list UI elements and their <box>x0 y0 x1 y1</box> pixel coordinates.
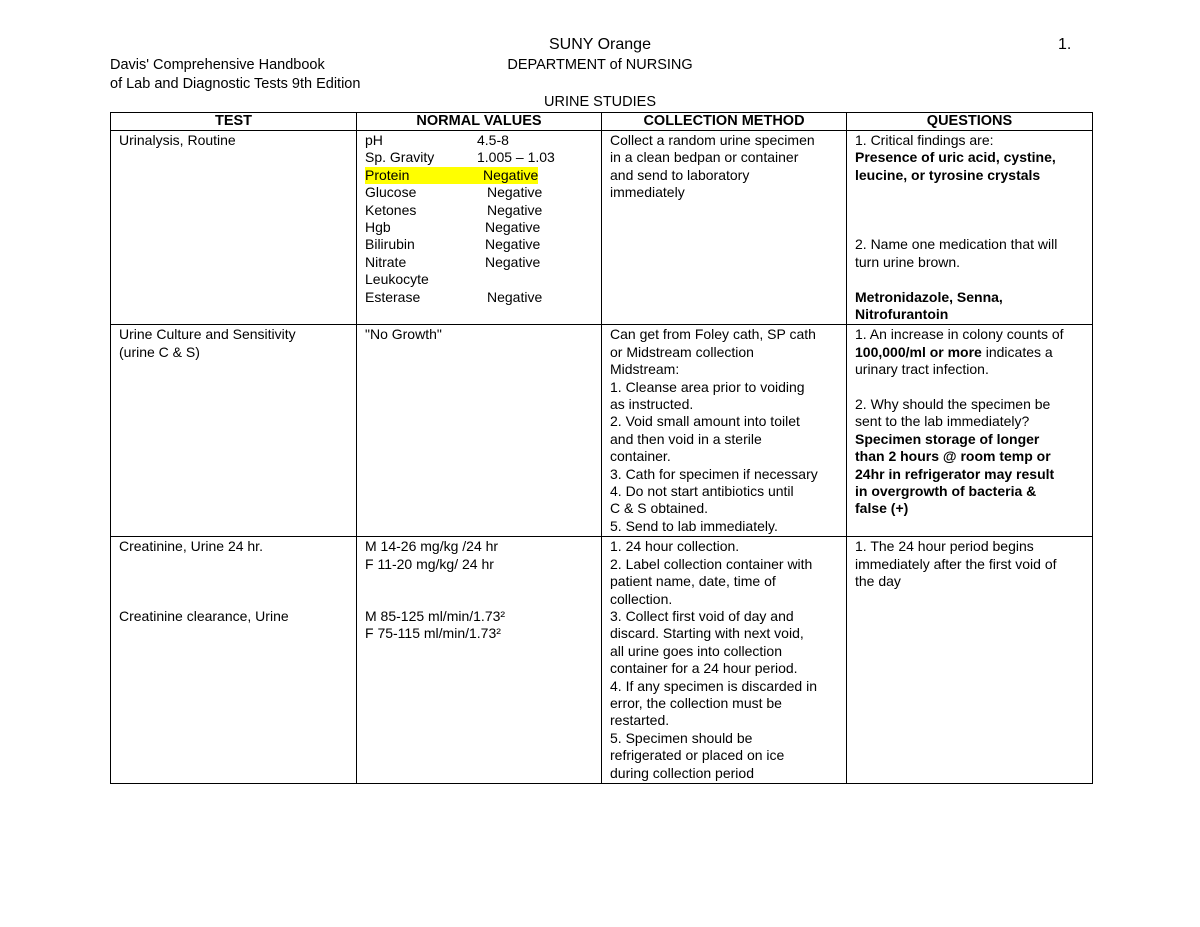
value-row <box>365 254 593 271</box>
collection-line: 1. Cleanse area prior to voiding <box>610 378 805 395</box>
value-row <box>365 289 593 306</box>
collection-line: in a clean bedpan or container <box>610 149 799 166</box>
collection-line: 3. Collect first void of day and <box>610 607 794 624</box>
analyte-name: Ketones <box>365 201 417 218</box>
page-title: SUNY Orange <box>549 36 651 53</box>
normal-values-cell <box>357 537 602 784</box>
value-row <box>365 219 593 236</box>
analyte-name: Sp. Gravity <box>365 149 435 166</box>
collection-line: collection. <box>610 590 673 607</box>
table-row <box>111 131 1093 325</box>
normal-values-cell <box>357 131 602 325</box>
analyte-value: Negative <box>483 166 539 183</box>
value-row <box>365 149 593 166</box>
question-text: 2. Why should the specimen be <box>855 396 1051 413</box>
collection-line: and send to laboratory <box>610 166 750 183</box>
source-line-2: of Lab and Diagnostic Tests 9th Edition <box>110 76 361 92</box>
answer-text: false (+) <box>855 500 909 517</box>
question-text: 1. Critical findings are: <box>855 132 994 148</box>
collection-line: Midstream: <box>610 361 680 378</box>
questions-cell <box>847 131 1093 325</box>
question-text: 2. Name one medication that will <box>855 236 1058 253</box>
collection-line: 1. 24 hour collection. <box>610 538 740 555</box>
collection-line: and then void in a sterile <box>610 430 762 447</box>
normal-value: M 85-125 ml/min/1.73² <box>365 607 506 624</box>
table-row <box>111 537 1093 784</box>
question-text: urinary tract infection. <box>855 361 989 378</box>
analyte-value: 1.005 – 1.03 <box>477 149 555 166</box>
test-cell <box>111 131 357 325</box>
normal-value: F 75-115 ml/min/1.73² <box>365 625 501 642</box>
normal-value: "No Growth" <box>365 326 442 343</box>
value-row <box>365 236 593 253</box>
collection-line: 5. Specimen should be <box>610 729 753 746</box>
answer-text: in overgrowth of bacteria & <box>855 483 1037 500</box>
collection-line: error, the collection must be <box>610 694 782 711</box>
answer-text: Nitrofurantoin <box>855 306 949 322</box>
collection-line: all urine goes into collection <box>610 642 782 659</box>
source-line-1: Davis' Comprehensive Handbook <box>110 57 325 73</box>
collection-line: Can get from Foley cath, SP cath <box>610 326 816 343</box>
value-row <box>365 271 593 288</box>
column-header-test: TEST <box>111 113 357 131</box>
column-header-collection-method: COLLECTION METHOD <box>602 113 847 131</box>
normal-value: F 11-20 mg/kg/ 24 hr <box>365 555 494 572</box>
analyte-name: pH <box>365 132 383 148</box>
answer-text: 24hr in refrigerator may result <box>855 465 1055 482</box>
collection-line: 2. Void small amount into toilet <box>610 413 800 430</box>
collection-line: container for a 24 hour period. <box>610 660 798 677</box>
collection-cell <box>602 325 847 537</box>
page-number: 1. <box>1058 36 1072 53</box>
collection-line: refrigerated or placed on ice <box>610 747 785 764</box>
value-row <box>365 167 593 184</box>
test-name: Creatinine clearance, Urine <box>119 607 289 624</box>
collection-line: patient name, date, time of <box>610 573 776 590</box>
answer-text: Metronidazole, Senna, <box>855 288 1003 305</box>
collection-cell <box>602 131 847 325</box>
questions-cell <box>847 537 1093 784</box>
collection-line: Collect a random urine specimen <box>610 132 815 148</box>
analyte-name: Glucose <box>365 184 417 201</box>
question-text: 1. An increase in colony counts of <box>855 326 1064 343</box>
collection-line: container. <box>610 448 671 465</box>
answer-text: Specimen storage of longer <box>855 430 1040 447</box>
questions-cell <box>847 325 1093 537</box>
question-text: immediately after the first void of <box>855 555 1057 572</box>
question-text <box>855 344 1084 361</box>
collection-line: 4. Do not start antibiotics until <box>610 483 794 500</box>
test-name: Urinalysis, Routine <box>119 132 236 148</box>
test-name: (urine C & S) <box>119 343 200 360</box>
collection-line: or Midstream collection <box>610 343 754 360</box>
question-text: the day <box>855 573 901 590</box>
question-text-suffix: indicates a <box>981 343 1053 360</box>
column-header-questions: QUESTIONS <box>847 113 1093 131</box>
analyte-value: 4.5-8 <box>477 132 509 148</box>
analyte-name: Hgb <box>365 218 391 235</box>
question-text: 1. The 24 hour period begins <box>855 538 1034 555</box>
test-cell <box>111 325 357 537</box>
collection-line: discard. Starting with next void, <box>610 625 804 642</box>
analyte-value: Negative <box>487 184 543 201</box>
collection-line: restarted. <box>610 712 670 729</box>
collection-line: immediately <box>610 184 685 201</box>
department-title: DEPARTMENT of NURSING <box>507 57 693 73</box>
question-text: turn urine brown. <box>855 253 961 270</box>
analyte-name: Leukocyte <box>365 271 429 288</box>
test-cell <box>111 537 357 784</box>
test-name: Creatinine, Urine 24 hr. <box>119 538 263 555</box>
test-name: Urine Culture and Sensitivity <box>119 326 296 343</box>
collection-line: 3. Cath for specimen if necessary <box>610 465 818 482</box>
answer-text: Presence of uric acid, cystine, <box>855 149 1056 166</box>
normal-values-cell <box>357 325 602 537</box>
column-header-normal-values: NORMAL VALUES <box>357 113 602 131</box>
analyte-value: Negative <box>485 218 541 235</box>
table-row <box>111 325 1093 537</box>
value-row <box>365 132 593 149</box>
analyte-name: Esterase <box>365 288 421 305</box>
urine-studies-table <box>110 112 1093 784</box>
section-title: URINE STUDIES <box>544 94 656 110</box>
answer-text: leucine, or tyrosine crystals <box>855 166 1041 183</box>
table-header-row <box>111 113 1093 131</box>
analyte-name: Nitrate <box>365 253 407 270</box>
collection-line: 4. If any specimen is discarded in <box>610 677 817 694</box>
question-bold-value: 100,000/ml or more <box>855 343 982 360</box>
collection-line: 5. Send to lab immediately. <box>610 517 778 534</box>
collection-line: during collection period <box>610 764 754 781</box>
collection-line: C & S obtained. <box>610 500 709 517</box>
analyte-name: Protein <box>365 166 410 183</box>
value-row <box>365 202 593 219</box>
analyte-value: Negative <box>487 288 543 305</box>
analyte-value: Negative <box>485 236 541 253</box>
analyte-value: Negative <box>485 253 541 270</box>
answer-text: than 2 hours @ room temp or <box>855 448 1051 465</box>
collection-line: 2. Label collection container with <box>610 555 813 572</box>
normal-value: M 14-26 mg/kg /24 hr <box>365 538 499 555</box>
question-text: sent to the lab immediately? <box>855 413 1030 430</box>
collection-line: as instructed. <box>610 396 694 413</box>
analyte-name: Bilirubin <box>365 236 415 253</box>
analyte-value: Negative <box>487 201 543 218</box>
collection-cell <box>602 537 847 784</box>
value-row <box>365 184 593 201</box>
